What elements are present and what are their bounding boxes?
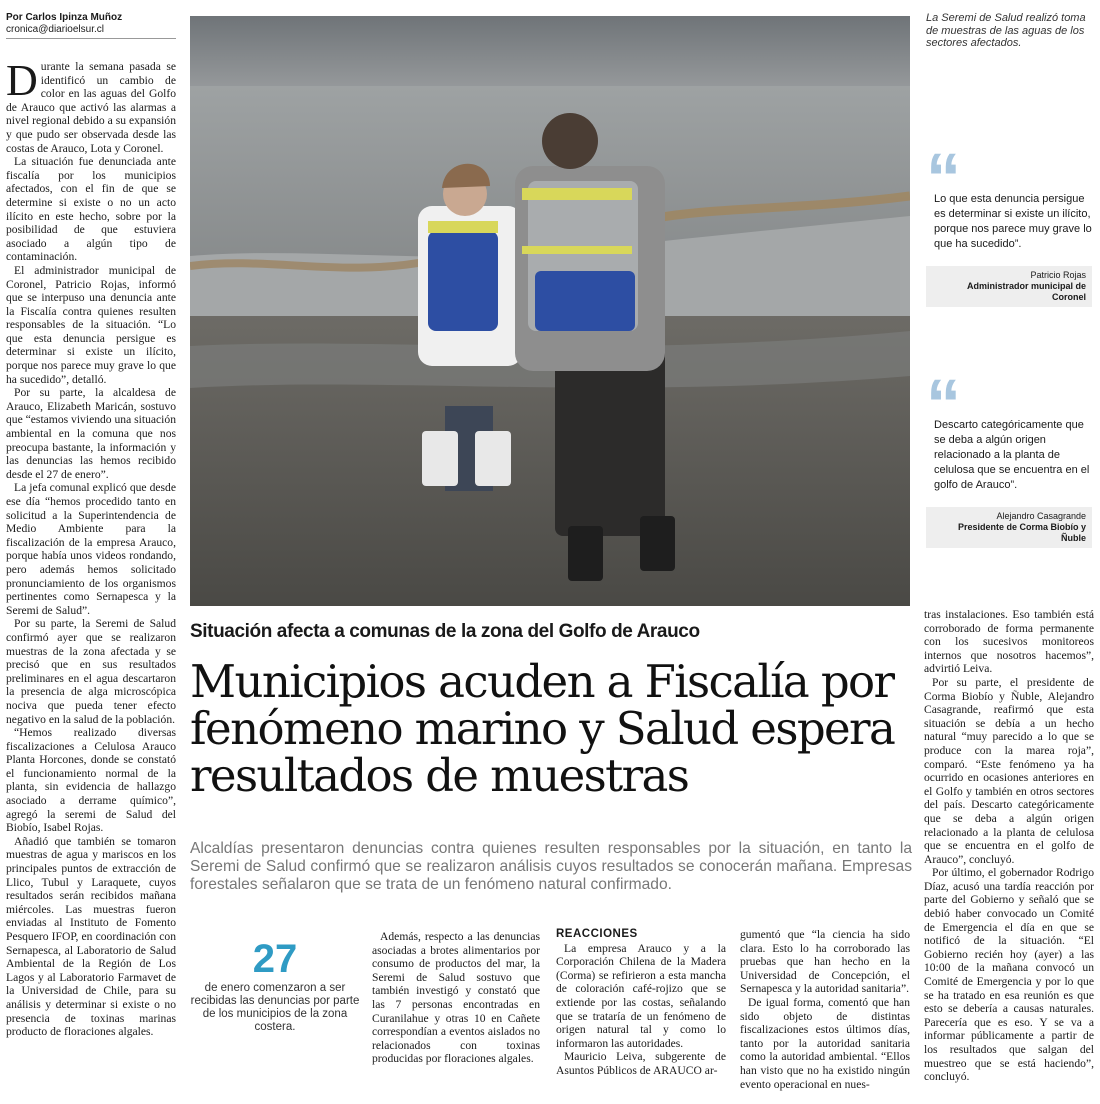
section-heading: REACCIONES [556,928,638,940]
health-worker-left [418,164,522,491]
quote-source [926,507,1092,548]
photo-illustration [190,16,910,606]
paragraph: Por su parte, la Seremi de Salud confirmó ayer que se realizaron muestras de la zona afectada y se precisó que en sus resultados preliminares en el agua descartaron la presencia de alga microscópica nociva que pueda tener efecto negativo en la salud de la población. [6,617,176,726]
article-column-1 [6,56,177,1039]
headline: Municipios acuden a Fiscalía por fenómeno marino y Salud espera resultados de muestras [190,655,895,802]
author-email[interactable]: cronica@diarioelsur.cl [6,24,104,35]
kicker: Situación afecta a comunas de la zona del Golfo de Arauco [190,621,700,642]
paragraph: Por su parte, el presidente de Corma Biobío y Ñuble, Alejandro Casagrande, reafirmó que esta situación se debía a un hecho natural “muy parecido a lo que se produce con la marea roja”, comparó. “Este fenómeno ya ha ocurrido en ocasiones anteriores en el Golfo y también en otros sectores del país. Descarto categóricamente que se deba a algún origen relacionado a la planta de celulosa que se encuentra en el golfo de Arauco”, concluyó. [924,675,1094,866]
drop-cap: D [6,56,38,105]
paragraph: tras instalaciones. Eso también está corroborado de forma permanente con los sucesivos monitoreos internos que nosotros hacemos”, advirtió Leiva. [924,608,1094,676]
paragraph: Por último, el gobernador Rodrigo Díaz, acusó una tardía reacción por parte del Gobierno y señaló que se debió haber convocado un Comité de Emergencia el día en que se notificó de la situación. “El Gobierno recién hoy (ayer) a las 10:00 de la mañana convocó un Comité de Emergencia y por lo que se ha tratado en esa reunión es que esto se debería a causas naturales. Parecería que es eso. Y se va a informar públicamente a partir de los resultados que salgan del muestreo que se está haciendo”, concluyó. [924,866,1094,1084]
article-column-3 [372,930,540,1066]
author-name: Por Carlos Ipinza Muñoz [6,12,123,23]
pull-quote-1 [926,139,1092,307]
paragraph: De igual forma, comentó que han sido objeto de distintas fiscalizaciones estos últimos días, tanto por la autoridad sanitaria como la autoridad ambiental. “Ellos han visto que no ha existido ningún evento operacional en nues- [740,995,910,1091]
byline [6,12,176,39]
pull-quote-2 [926,365,1092,548]
paragraph: El administrador municipal de Coronel, Patricio Rojas, informó que se interpuso una denuncia ante la Fiscalía contra quienes resulten responsables de la situación. “Lo que esta denuncia persigue es determinar si existe un ilícito, porque nos parece muy grave lo que ha sucedido”, detalló. [6,263,176,386]
paragraph: La empresa Arauco y a la Corporación Chilena de la Madera (Corma) se refirieron a esta mancha de coloración café-rojizo que se extiende por las costas, señalando que se trataría de un fenómeno de origen natural tal y como lo informaron las autoridades. [556,941,726,1050]
sky [190,16,910,96]
stat-number: 27 [252,937,298,981]
quote-source-name: Patricio Rojas [1030,270,1086,280]
paragraph: Durante la semana pasada se identificó un cambio de color en las aguas del Golfo de Arauco que activó las alarmas a nivel regional debido a su expansión y que pudo ser observada desde las costas de Arauco, Lota y Coronel. [6,56,176,155]
deck-summary: Alcaldías presentaron denuncias contra quienes resulten responsables por la situación, en tanto la Seremi de Salud confirmó que se realizaron análisis cuyos resultados se conocerán mañana. Empresas forestales señalaron que se trata de un fenómeno natural confirmado. [190,840,912,893]
paragraph: La situación fue denunciada ante fiscalía por los municipios afectados, con el fin de que se determine si existe o no un acto ilícito en este hecho, sobre por la posibilidad de que estuviera asociado a algún tipo de contaminación. [6,155,176,264]
quote-mark-icon: “ [926,139,961,217]
beach-photo [190,16,910,606]
quote-mark-icon: “ [926,365,961,443]
quote-text: Descarto categóricamente que se deba a algún origen relacionado a la planta de celulosa que se encuentra en el golfo de Arauco”. [934,419,1090,491]
article-column-5 [740,928,910,1091]
article-column-6 [924,608,1094,1084]
quote-source-role: Presidente de Corma Biobío y Ñuble [957,522,1086,543]
paragraph: Mauricio Leiva, subgerente de Asuntos Públicos de ARAUCO ar- [556,1050,726,1077]
paragraph: La jefa comunal explicó que desde ese día “hemos procedido tanto en solicitud a la Superintendencia de Medio Ambiente para la fiscalización de la empresa Arauco, porque había unos videos rondando, pero además hemos solicitado pronunciamiento de los organismos pertinentes como Sernapesca y la Seremi de Salud”. [6,481,176,617]
paragraph: Por su parte, la alcaldesa de Arauco, Elizabeth Maricán, sostuvo que “estamos viviendo una situación ambiental en la comuna que nos preocupa bastante, la información y las denuncias las hemos recibido desde el 27 de enero”. [6,386,177,481]
article-column-4 [556,928,726,1078]
stat-text: de enero comenzaron a ser recibidas las denuncias por parte de los municipios de la zona costera. [190,982,360,1033]
quote-text: Lo que esta denuncia persigue es determinar si existe un ilícito, porque nos parece muy grave lo que ha sucedido”. [934,193,1092,250]
quote-source-role: Administrador municipal de Coronel [966,281,1086,302]
photo-caption: La Seremi de Salud realizó toma de muestras de las aguas de los sectores afectados. [926,12,1086,49]
quote-source [926,266,1092,307]
paragraph: Añadió que también se tomaron muestras de agua y mariscos en los principales puntos de extracción de Llico, Tubul y Laraquete, cuyos resultados serán recibidos mañana miércoles. Las muestras fueron enviadas al Instituto de Fomento Pesquero IFOP, en coordinación con Sernapesca, al Laboratorio de Salud Ambiental de la Región de Los Lagos y al Laboratorio Farmavet de la Universidad de Chile, para su análisis y determinar si existe o no presencia de toxinas marinas producto de floraciones algales. [6,834,176,1039]
quote-source-name: Alejandro Casagrande [996,511,1086,521]
paragraph: “Hemos realizado diversas fiscalizaciones a Celulosa Arauco Planta Horcones, donde se constató el funcionamiento normal de la planta, sin evidencia de hallazgo asociado a derrame químico”, agregó la seremi de Salud del Biobío, Isabel Rojas. [6,726,176,835]
paragraph: Además, respecto a las denuncias asociadas a brotes alimentarios por consumo de productos del mar, la Seremi de Salud sostuvo que también investigó y constató que las 7 personas encontradas en Curanilahue y otras 10 en Cañete correspondían a eventos aislados no relacionados con toxinas producidas por floraciones algales. [372,930,540,1066]
stat-callout [190,938,360,1034]
paragraph: gumentó que “la ciencia ha sido clara. Esto lo ha corroborado las pruebas que han hecho en la Universidad de Concepción, el Sernapesca y la autoridad sanitaria”. [740,928,910,996]
